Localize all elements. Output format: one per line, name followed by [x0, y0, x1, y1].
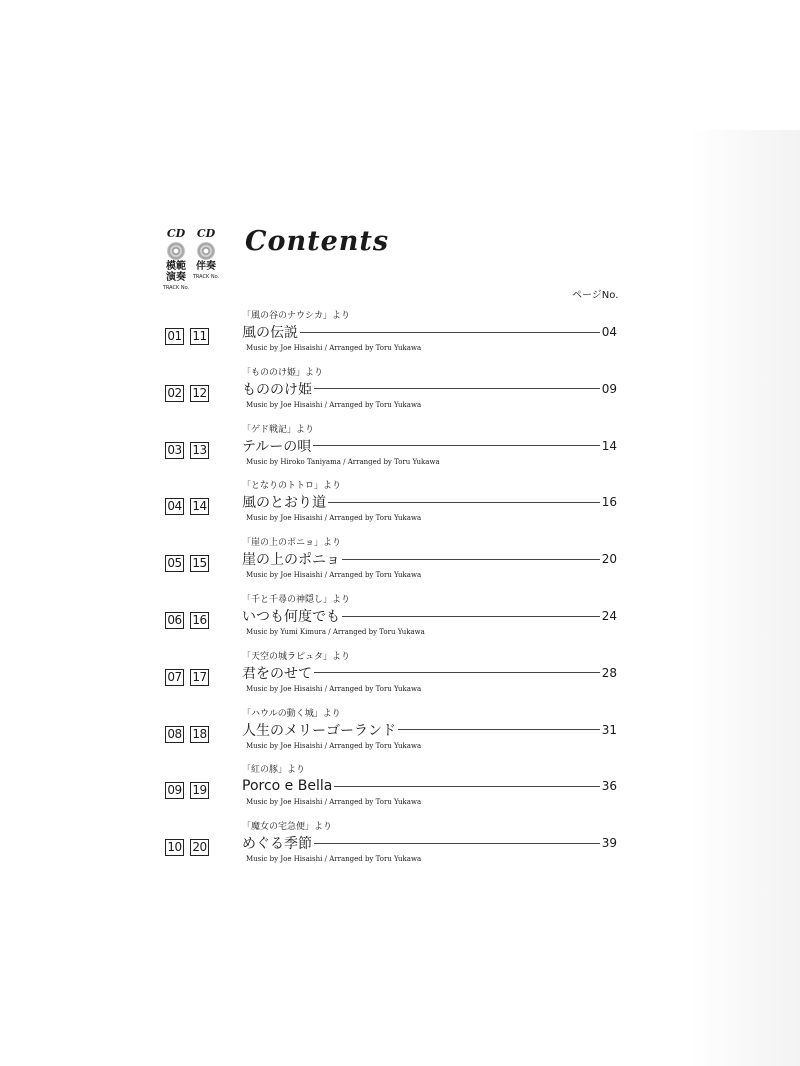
contents-entry[interactable] [0, 649, 800, 699]
dot-leader [328, 502, 600, 503]
credit-line: Music by Yumi Kimura / Arranged by Toru Yukawa [246, 628, 425, 636]
cd-kind-label: 伴奏 [196, 261, 216, 272]
source-film: 「天空の城ラピュタ」より [242, 651, 351, 662]
page-number-header: ページNo. [572, 290, 619, 301]
page-title: Contents [245, 226, 390, 257]
cd-track-header [160, 228, 222, 302]
title-row [242, 776, 617, 796]
credit-line: Music by Joe Hisaishi / Arranged by Toru Yukawa [246, 514, 422, 523]
source-film: 「魔女の宅急便」より [242, 822, 333, 833]
title-row [242, 492, 617, 512]
dot-leader [314, 843, 600, 844]
song-title: めぐる季節 [242, 836, 312, 853]
demo-track-number: 09 [165, 782, 184, 799]
song-title: 風のとおり道 [242, 495, 326, 512]
title-row [242, 833, 617, 853]
song-title: 崖の上のポニョ [242, 552, 340, 569]
cd-backing-column [192, 228, 220, 280]
song-title: いつも何度でも [242, 609, 340, 625]
contents-entry[interactable] [0, 762, 800, 812]
contents-entry[interactable] [0, 592, 800, 642]
page-number: 16 [601, 495, 617, 510]
source-film: 「千と千尋の神隠し」より [242, 595, 351, 605]
dot-leader [334, 786, 599, 787]
dot-leader [342, 616, 600, 617]
cd-disc-icon [167, 242, 185, 260]
dot-leader [342, 559, 600, 560]
contents-entry[interactable] [0, 819, 800, 869]
page-number: 31 [601, 722, 617, 737]
backing-track-number: 16 [190, 612, 209, 629]
title-row [242, 549, 617, 569]
credit-line: Music by Joe Hisaishi / Arranged by Toru Yukawa [246, 741, 422, 750]
song-title: 風の伝説 [242, 325, 298, 341]
contents-entry[interactable] [0, 478, 800, 528]
credit-line: Music by Joe Hisaishi / Arranged by Toru Yukawa [246, 571, 422, 580]
contents-entry[interactable] [0, 365, 800, 415]
demo-track-number: 06 [165, 612, 184, 629]
demo-track-number: 07 [165, 669, 184, 686]
cd-disc-icon [197, 242, 215, 260]
page-number: 28 [601, 665, 617, 680]
track-no-label: TRACK No. [192, 274, 220, 280]
contents-entry[interactable] [0, 422, 800, 472]
dot-leader [313, 445, 599, 446]
credit-line: Music by Joe Hisaishi / Arranged by Toru Yukawa [246, 855, 422, 864]
backing-track-number: 11 [190, 328, 209, 345]
page-number: 20 [601, 552, 617, 567]
credit-line: Music by Joe Hisaishi / Arranged by Toru Yukawa [246, 400, 422, 409]
page-number: 09 [601, 381, 617, 396]
song-title: もののけ姫 [242, 381, 312, 398]
page-number: 14 [601, 438, 617, 453]
source-film: 「紅の豚」より [242, 765, 306, 776]
backing-track-number: 19 [190, 782, 209, 799]
backing-track-number: 12 [190, 385, 209, 402]
contents-entry[interactable] [0, 706, 800, 756]
song-title: Porco e Bella [242, 778, 333, 795]
demo-track-number: 01 [165, 328, 184, 345]
cd-kind-label: 模範演奏 [166, 261, 186, 283]
title-row [242, 720, 617, 740]
demo-track-number: 04 [165, 498, 184, 515]
demo-track-number: 03 [165, 442, 184, 459]
song-title: 人生のメリーゴーランド [242, 722, 396, 739]
demo-track-number: 02 [165, 385, 184, 402]
cd-label: CD [196, 227, 216, 240]
backing-track-number: 17 [190, 669, 209, 686]
backing-track-number: 15 [190, 555, 209, 572]
credit-line: Music by Joe Hisaishi / Arranged by Toru Yukawa [246, 344, 422, 352]
page-number: 36 [601, 779, 617, 794]
source-film: 「崖の上のポニョ」より [242, 538, 342, 549]
page-number: 39 [601, 836, 617, 851]
credit-line: Music by Hiroko Taniyama / Arranged by Toru Yukawa [246, 457, 440, 466]
contents-entry[interactable] [0, 308, 800, 358]
contents-entry[interactable] [0, 535, 800, 585]
page-number: 04 [601, 325, 617, 339]
song-title: 君をのせて [242, 665, 312, 682]
title-row [242, 322, 617, 342]
demo-track-number: 08 [165, 726, 184, 743]
title-row [242, 379, 617, 399]
cd-demo-column [162, 228, 190, 291]
song-title: テルーの唄 [242, 438, 312, 455]
source-film: 「ハウルの動く城」より [242, 708, 341, 719]
dot-leader [398, 729, 600, 730]
credit-line: Music by Joe Hisaishi / Arranged by Toru Yukawa [246, 798, 422, 807]
backing-track-number: 18 [190, 726, 209, 743]
cd-label: CD [166, 227, 186, 240]
title-row [242, 436, 617, 456]
dot-leader [314, 388, 600, 389]
source-film: 「ゲド戦記」より [242, 424, 315, 435]
page-number: 24 [601, 609, 617, 623]
demo-track-number: 10 [165, 839, 184, 856]
backing-track-number: 14 [190, 498, 209, 515]
dot-leader [314, 672, 600, 673]
title-row [242, 663, 617, 683]
source-film: 「風の谷のナウシカ」より [242, 311, 351, 321]
backing-track-number: 13 [190, 442, 209, 459]
title-row [242, 606, 617, 626]
track-no-label: TRACK No. [162, 285, 190, 291]
backing-track-number: 20 [190, 839, 209, 856]
demo-track-number: 05 [165, 555, 184, 572]
credit-line: Music by Joe Hisaishi / Arranged by Toru Yukawa [246, 684, 422, 693]
dot-leader [300, 332, 600, 333]
source-film: 「となりのトトロ」より [242, 481, 342, 492]
source-film: 「もののけ姫」より [242, 367, 324, 378]
